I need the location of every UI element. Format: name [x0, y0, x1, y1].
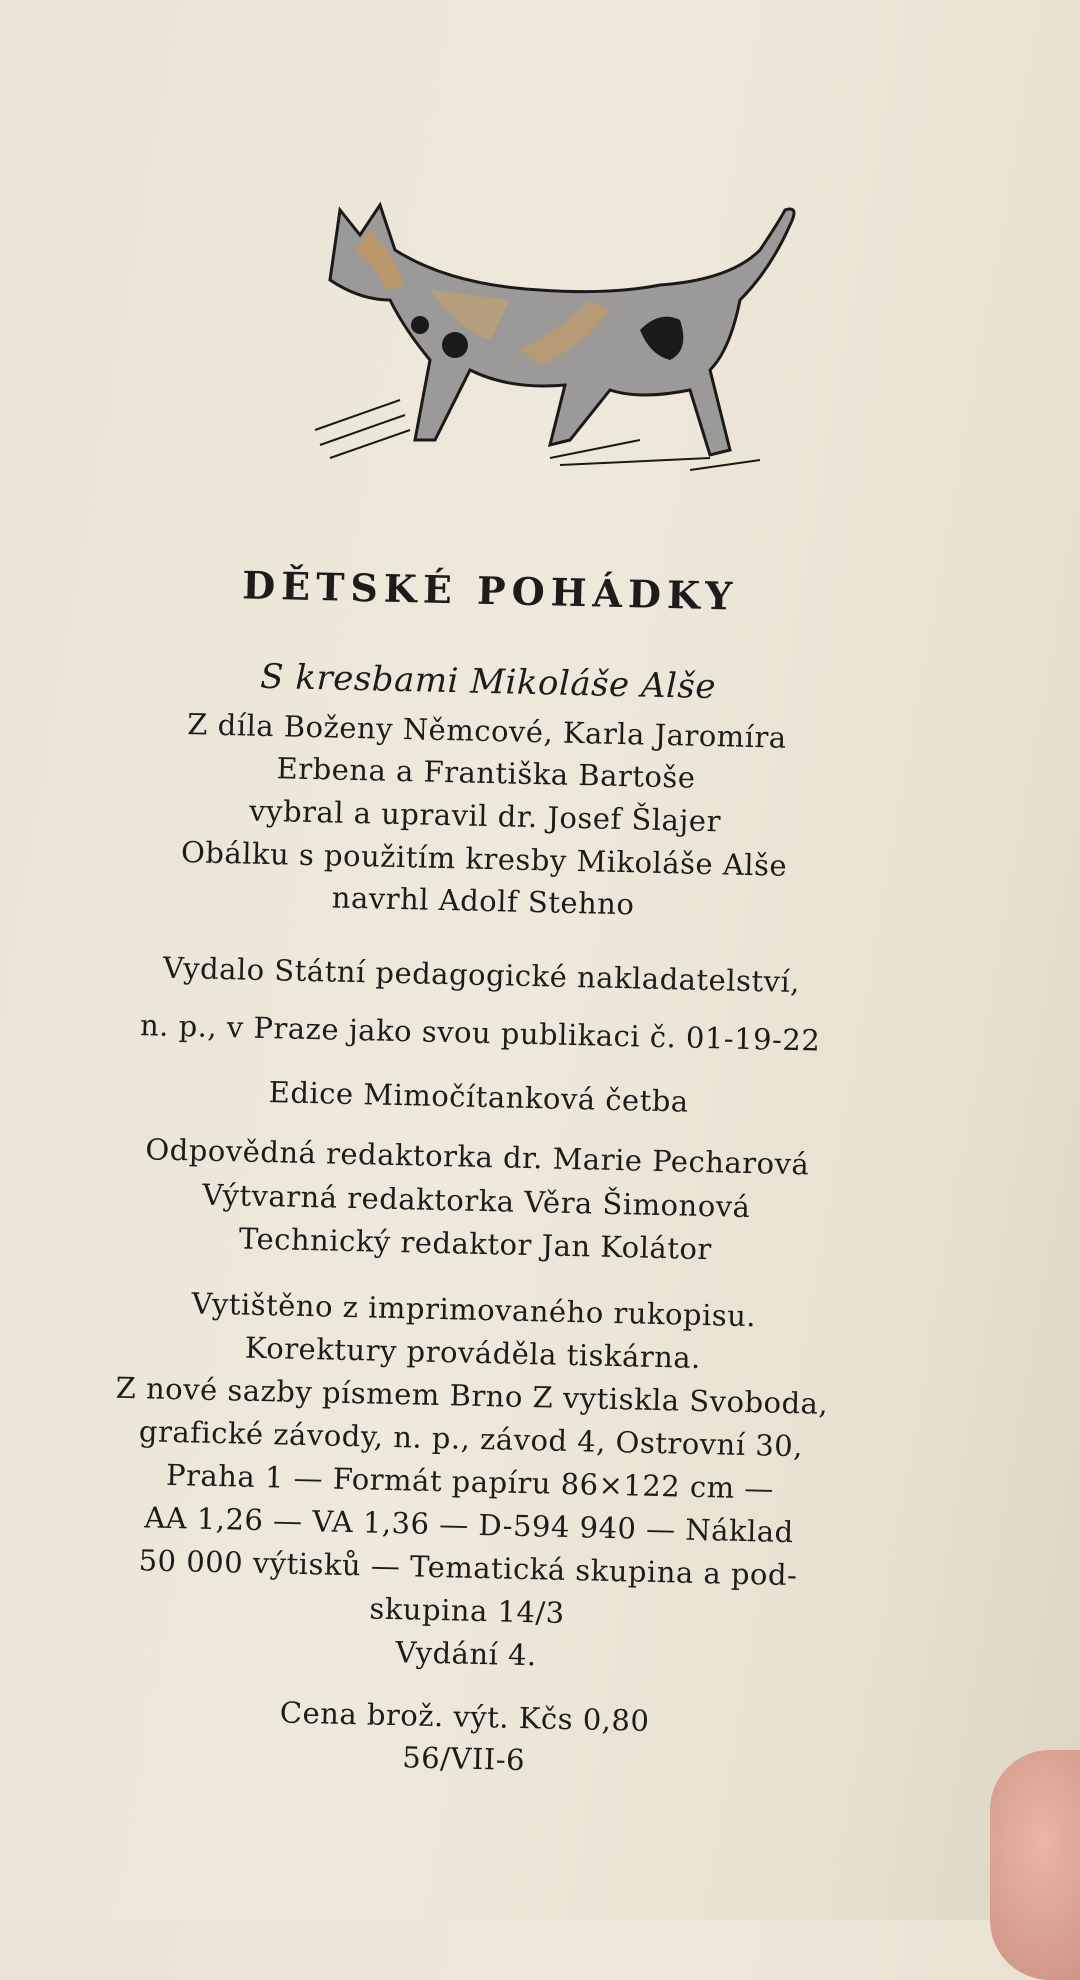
printing-line: grafické závody, n. p., závod 4, Ostrovní 30,: [138, 1414, 804, 1464]
book-title: DĚTSKÉ POHÁDKY: [241, 562, 739, 619]
editor-line: Technický redaktor Jan Kolátor: [238, 1221, 713, 1267]
edition-series: Edice Mimočítanková četba: [268, 1075, 690, 1119]
printing-line: Korektury prováděla tiskárna.: [244, 1330, 702, 1375]
catalog-code: 56/VII-6: [401, 1740, 526, 1778]
price: Cena brož. výt. Kčs 0,80: [279, 1695, 650, 1738]
printing-line: Vytištěno z imprimovaného rukopisu.: [191, 1286, 757, 1334]
credit-line: navrhl Adolf Stehno: [331, 880, 635, 922]
printing-line: 50 000 výtisků — Tematická skupina a pod-: [138, 1543, 798, 1593]
editor-line: Výtvarná redaktorka Věra Šimonová: [201, 1177, 751, 1225]
editor-line: Odpovědná redaktorka dr. Marie Pecharová: [145, 1132, 810, 1182]
edition-number: Vydání 4.: [395, 1635, 538, 1673]
credit-line: Obálku s použitím kresby Mikoláše Alše: [180, 835, 788, 883]
printing-line: AA 1,26 — VA 1,36 — D-594 940 — Náklad: [143, 1500, 795, 1550]
credit-line: Erbena a Františka Bartoše: [276, 751, 696, 795]
credit-line: Z díla Boženy Němcové, Karla Jaromíra: [186, 707, 788, 755]
book-subtitle: S kresbami Mikoláše Alše: [259, 656, 717, 708]
printing-line: Z nové sazby písmem Brno Z vytiskla Svoboda,: [115, 1370, 829, 1421]
publisher-line: Vydalo Státní pedagogické nakladatelství,: [162, 950, 801, 1000]
credit-line: vybral a upravil dr. Josef Šlajer: [248, 793, 722, 839]
publisher-line: n. p., v Praze jako svou publikaci č. 01-19-22: [139, 1008, 821, 1058]
printing-line: skupina 14/3: [369, 1591, 566, 1630]
finger: [990, 1750, 1080, 1980]
printing-line: Praha 1 — Formát papíru 86×122 cm —: [165, 1457, 775, 1506]
